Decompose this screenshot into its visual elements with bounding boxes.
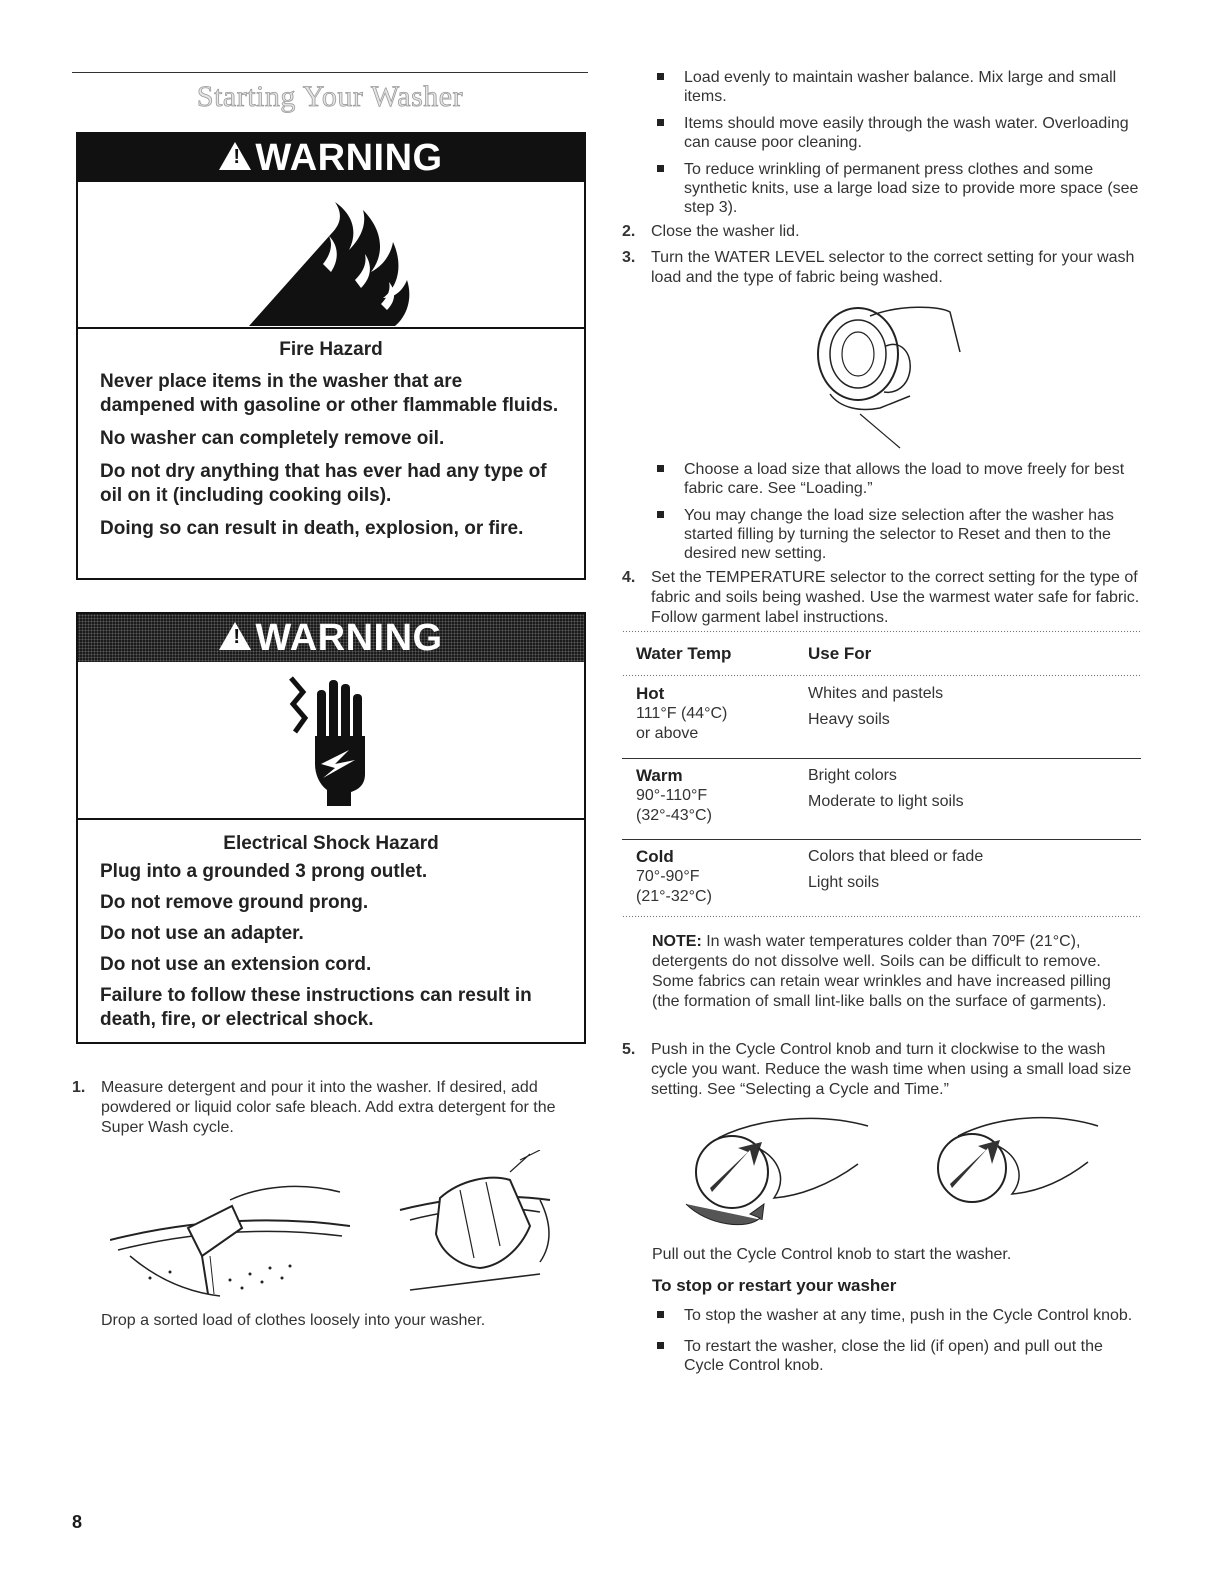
use-for: Heavy soils (808, 711, 890, 728)
list-item: Items should move easily through the wash water. Overloading can cause poor cleaning. (646, 114, 1141, 152)
table-rule (622, 630, 1141, 633)
clothes-loading-illustration (390, 1150, 560, 1305)
step-text: Close the washer lid. (651, 223, 800, 240)
page-number: 8 (72, 1512, 83, 1532)
warning-line: No washer can completely remove oil. (100, 428, 445, 449)
use-for: Moderate to light soils (808, 793, 964, 810)
water-level-knob-illustration (800, 296, 970, 461)
warning-line: Do not remove ground prong. (100, 892, 369, 913)
shock-warning-box (76, 612, 586, 1044)
use-for: Whites and pastels (808, 685, 944, 702)
temp-range: 90°-110°F (636, 787, 708, 804)
shock-warning-text (78, 832, 584, 1032)
stop-restart-heading: To stop or restart your washer (652, 1276, 897, 1295)
pull-out-instruction: Pull out the Cycle Control knob to start the washer. (652, 1246, 1012, 1263)
list-item: To restart the washer, close the lid (if open) and pull out the Cycle Control knob. (646, 1337, 1141, 1375)
warning-line: Never place items in the washer that are dampened with gasoline or other flammable fluids. (100, 371, 559, 416)
warning-header-text: WARNING (255, 136, 443, 179)
table-row (636, 766, 712, 826)
warning-line: Do not dry anything that has ever had any type of oil on it (including cooking oils). (100, 461, 547, 506)
list-item: You may change the load size selection after the washer has started filling by turning the selector to Reset and then to the desired new setting. (646, 506, 1141, 563)
table-rule (622, 674, 1141, 677)
temp-name: Hot (636, 684, 665, 703)
warning-divider (78, 818, 584, 820)
step-text: Set the TEMPERATURE selector to the correct setting for the type of fabric and soils being washed. Use the warmest water safe for fabric. Follow garment label instructions. (651, 569, 1140, 626)
warning-divider (78, 327, 584, 329)
step-4 (622, 568, 1141, 628)
warning-line: Failure to follow these instructions can result in death, fire, or electrical shock. (100, 985, 532, 1030)
warning-header (78, 134, 584, 182)
temperature-note (652, 932, 1142, 1012)
column-header: Water Temp (636, 644, 732, 663)
alert-triangle-icon: ! (219, 622, 251, 650)
table-cell (808, 847, 983, 893)
column-header: Use For (808, 644, 872, 663)
fire-warning-text (78, 338, 584, 550)
step-number: 4. (622, 569, 636, 586)
temp-name: Cold (636, 847, 674, 866)
temp-range: 70°-90°F (636, 868, 700, 885)
note-label: NOTE: (652, 933, 702, 950)
table-row (636, 684, 727, 744)
warning-line: Doing so can result in death, explosion, or fire. (100, 518, 524, 539)
step-1 (72, 1078, 592, 1138)
hazard-title: Fire Hazard (279, 339, 383, 360)
fire-warning-box (76, 132, 586, 580)
step-1-caption: Drop a sorted load of clothes loosely into your washer. (101, 1312, 486, 1329)
detergent-pouring-illustration (110, 1170, 350, 1305)
step-number: 1. (72, 1079, 86, 1096)
table-rule (622, 758, 1141, 759)
step-5 (622, 1040, 1141, 1100)
warning-header-text: WARNING (255, 616, 443, 659)
list-item: Choose a load size that allows the load to move freely for best fabric care. See “Loading.” (646, 460, 1141, 498)
table-rule (622, 915, 1141, 918)
water-level-bullets (646, 460, 1141, 571)
warning-line: Plug into a grounded 3 prong outlet. (100, 861, 428, 882)
temp-range: (32°-43°C) (636, 807, 712, 824)
warning-line: Do not use an extension cord. (100, 954, 372, 975)
step-number: 2. (622, 223, 636, 240)
use-for: Bright colors (808, 767, 897, 784)
note-text: In wash water temperatures colder than 70ºF (21°C), detergents do not dissolve well. Soils can be difficult to remove. Some fabrics can retain wear wrinkles and have increased pilling (the formation of small lint-like balls on the surface of garments). (652, 933, 1111, 1010)
section-title: Starting Your Washer (196, 80, 464, 113)
hazard-title: Electrical Shock Hazard (223, 833, 439, 854)
temperature-table (622, 628, 1141, 920)
alert-triangle-icon: ! (219, 142, 251, 170)
top-rule (72, 72, 588, 73)
step-2 (622, 222, 1141, 242)
temp-range: or above (636, 725, 699, 742)
temp-name: Warm (636, 766, 683, 785)
load-bullets (646, 68, 1141, 225)
list-item: To reduce wrinkling of permanent press clothes and some synthetic knits, use a large load size to provide more space (see step 3). (646, 160, 1141, 217)
step-text: Measure detergent and pour it into the washer. If desired, add powdered or liquid color safe bleach. Add extra detergent for the Super Wash cycle. (101, 1079, 556, 1136)
step-3 (622, 248, 1141, 288)
step-text: Turn the WATER LEVEL selector to the correct setting for your wash load and the type of fabric being washed. (651, 249, 1135, 286)
temp-range: 111°F (44°C) (636, 705, 728, 722)
use-for: Colors that bleed or fade (808, 848, 984, 865)
warning-line: Do not use an adapter. (100, 923, 304, 944)
cycle-knob-push-turn-illustration (678, 1108, 878, 1243)
step-number: 5. (622, 1041, 636, 1058)
table-cell (808, 766, 964, 812)
use-for: Light soils (808, 874, 880, 891)
fire-icon (78, 194, 584, 328)
step-text: Push in the Cycle Control knob and turn it clockwise to the wash cycle you want. Reduce the wash time when using a small load size setting. See “Selecting a Cycle and Time.” (651, 1041, 1132, 1098)
list-item: To stop the washer at any time, push in the Cycle Control knob. (646, 1306, 1141, 1325)
table-rule (622, 839, 1141, 840)
stop-bullets (646, 1306, 1141, 1383)
electric-shock-hand-icon (78, 670, 584, 810)
table-row (636, 847, 712, 907)
temp-range: (21°-32°C) (636, 888, 712, 905)
table-cell (808, 684, 943, 730)
warning-header (78, 614, 584, 662)
list-item: Load evenly to maintain washer balance. Mix large and small items. (646, 68, 1141, 106)
cycle-knob-pull-illustration (922, 1108, 1102, 1223)
step-number: 3. (622, 249, 636, 266)
